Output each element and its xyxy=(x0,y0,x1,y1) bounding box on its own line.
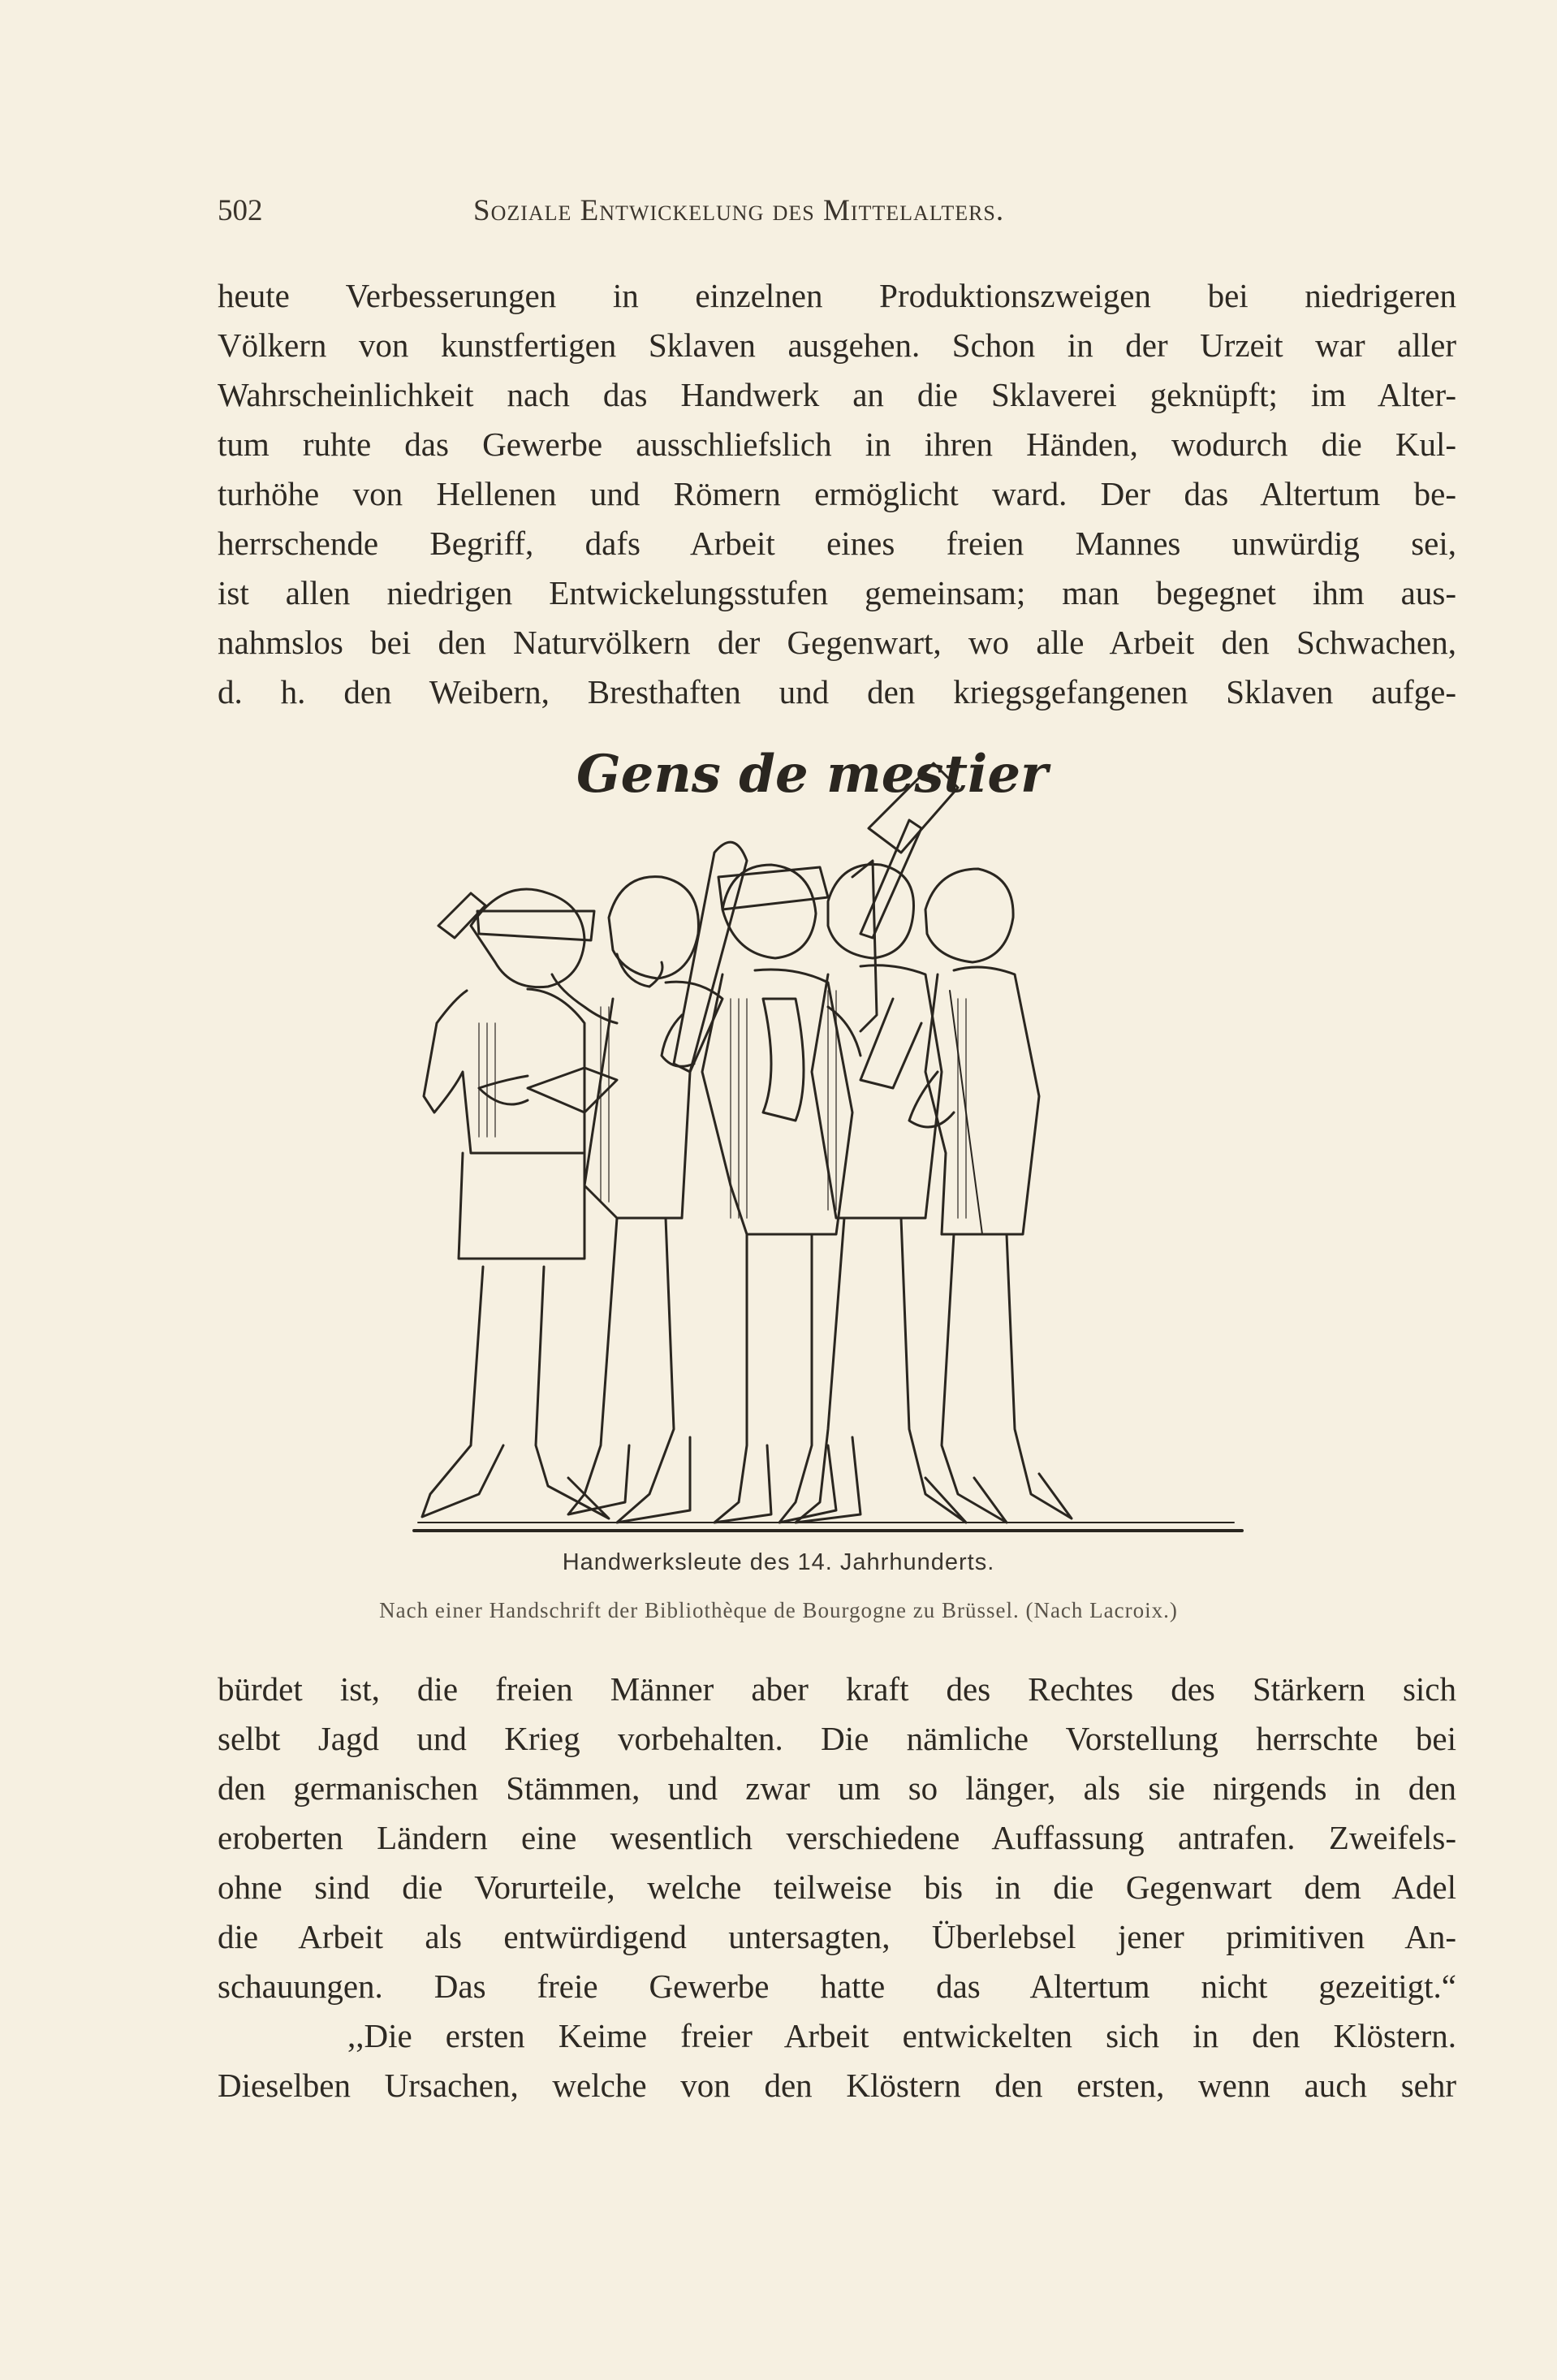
craftsman-figure-2 xyxy=(568,842,747,1523)
text-line: eroberten Ländern eine wesentlich verschiedene Auffassung antrafen. Zweifels- xyxy=(218,1819,1456,1856)
text-line: ist allen niedrigen Entwickelungsstufen gemeinsam; man begegnet ihm aus- xyxy=(218,574,1456,611)
text-line: die Arbeit als entwürdigend untersagten, Überlebsel jener primitiven An- xyxy=(218,1918,1456,1955)
paragraph-lower xyxy=(218,1665,1456,2110)
text-line: schauungen. Das freie Gewerbe hatte das Altertum nicht gezeitigt.“ xyxy=(218,1967,1456,2005)
text-line: nahmslos bei den Naturvölkern der Gegenwart, wo alle Arbeit den Schwachen, xyxy=(218,624,1456,661)
text-line: d. h. den Weibern, Bresthaften und den kriegsgefangenen Sklaven aufge- xyxy=(218,673,1456,711)
craftsman-figure-3 xyxy=(702,861,877,1523)
craftsman-figure-1 xyxy=(422,889,617,1518)
craftsmen-illustration xyxy=(341,731,1258,1543)
text-line: Wahrscheinlichkeit nach das Handwerk an die Sklaverei geknüpft; im Alter- xyxy=(218,376,1456,413)
text-line: den germanischen Stämmen, und zwar um so länger, als sie nirgends in den xyxy=(218,1769,1456,1807)
text-line: ,,Die ersten Keime freier Arbeit entwickelten sich in den Klöstern. xyxy=(347,2017,1456,2054)
figure-caption-title: Handwerksleute des 14. Jahrhunderts. xyxy=(562,1549,995,1575)
text-line: turhöhe von Hellenen und Römern ermöglicht ward. Der das Altertum be- xyxy=(218,475,1456,512)
page-number: 502 xyxy=(218,194,263,227)
page-header xyxy=(218,193,1451,239)
figure-inscription: Gens de mestier xyxy=(576,744,1048,805)
text-line: Völkern von kunstfertigen Sklaven ausgehen. Schon in der Urzeit war aller xyxy=(218,326,1456,364)
paragraph-upper xyxy=(218,271,1456,717)
text-line: herrschende Begriff, dafs Arbeit eines freien Mannes unwürdig sei, xyxy=(218,525,1456,562)
craftsman-figure-5 xyxy=(909,869,1072,1523)
text-line: selbt Jagd und Krieg vorbehalten. Die nämliche Vorstellung herrschte bei xyxy=(218,1720,1456,1757)
text-line: Dieselben Ursachen, welche von den Klöstern den ersten, wenn auch sehr xyxy=(218,2067,1456,2104)
figure-caption-source: Nach einer Handschrift der Bibliothèque de Bourgogne zu Brüssel. (Nach Lacroix.) xyxy=(379,1598,1178,1622)
text-line: bürdet ist, die freien Männer aber kraft des Rechtes des Stärkern sich xyxy=(218,1670,1456,1708)
text-line: ohne sind die Vorurteile, welche teilweise bis in die Gegenwart dem Adel xyxy=(218,1868,1456,1906)
text-line: heute Verbesserungen in einzelnen Produktionszweigen bei niedrigeren xyxy=(218,277,1456,314)
running-title: Soziale Entwickelung des Mittelalters. xyxy=(473,194,1005,227)
text-line: tum ruhte das Gewerbe ausschliefslich in ihren Händen, wodurch die Kul- xyxy=(218,425,1456,463)
craftsman-figure-4 xyxy=(796,763,966,1523)
